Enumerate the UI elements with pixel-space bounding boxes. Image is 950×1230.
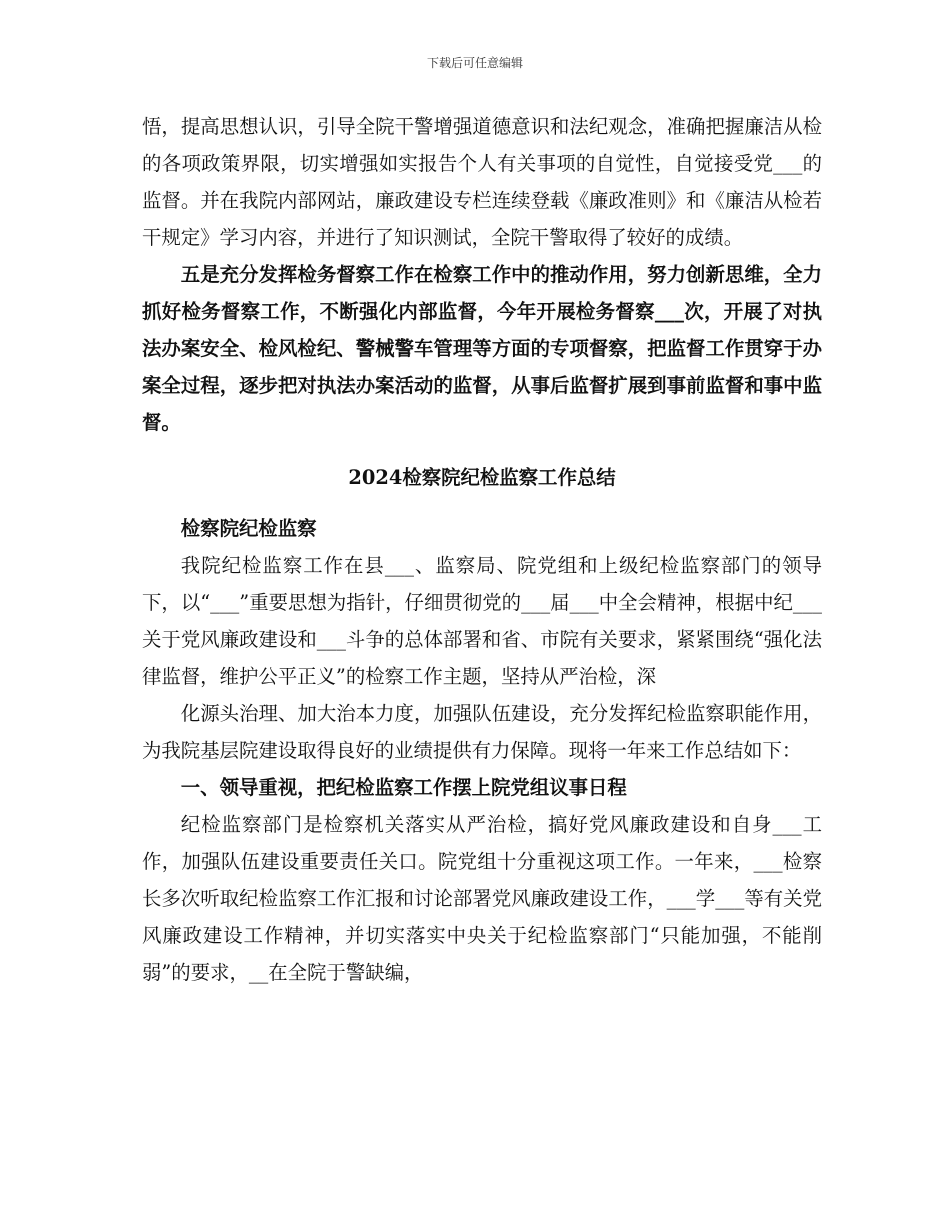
paragraph-continued: 悟，提高思想认识，引导全院干警增强道德意识和法纪观念，准确把握廉洁从检的各项政策界限，切实增强如实报告个人有关事项的自觉性，自觉接受党___的监督。并在我院内部网站，廉政建设专栏连续登载《廉政准则》和《廉洁从检若干规定》学习内容，并进行了知识测试，全院干警取得了较好的成绩。 (142, 115, 822, 249)
document-title: 2024检察院纪检监察工作总结 (348, 466, 616, 489)
paragraph-intro: 我院纪检监察工作在县___、监察局、院党组和上级纪检监察部门的领导下，以“___”重要思想为指针，仔细贯彻党的___届___中全会精神，根据中纪___关于党风廉政建设和___斗争的总体部署和省、市院有关要求，紧紧围绕“强化法律监督，维护公平正义”的检察工作主题，坚持从严治检，深 (142, 554, 822, 688)
document-subtitle: 检察院纪检监察 (180, 517, 317, 540)
paragraph-section-1: 纪检监察部门是检察机关落实从严治检，搞好党风廉政建设和自身___工作，加强队伍建设重要责任关口。院党组十分重视这项工作。一年来，___检察长多次听取纪检监察工作汇报和讨论部署党风廉政建设工作，___学___等有关党风廉政建设工作精神，并切实落实中央关于纪检监察部门“只能加强，不能削弱”的要求，__在全院于警缺编， (142, 813, 822, 984)
section-heading-1: 一、领导重视，把纪检监察工作摆上院党组议事日程 (180, 776, 627, 799)
paragraph-point-five: 五是充分发挥检务督察工作在检察工作中的推动作用，努力创新思维，全力抓好检务督察工作，不断强化内部监督，今年开展检务督察___次，开展了对执法办案安全、检风检纪、警械警车管理等方面的专项督察，把监督工作贯穿于办案全过程，逐步把对执法办案活动的监督，从事后监督扩展到事前监督和事中监督。 (142, 263, 822, 434)
document-body (142, 108, 822, 991)
paragraph-intro-continued: 化源头治理、加大治本力度，加强队伍建设，充分发挥纪检监察职能作用，为我院基层院建设取得良好的业绩提供有力保障。现将一年来工作总结如下： (142, 702, 822, 762)
page-header: 下载后可任意编辑 (426, 56, 523, 70)
